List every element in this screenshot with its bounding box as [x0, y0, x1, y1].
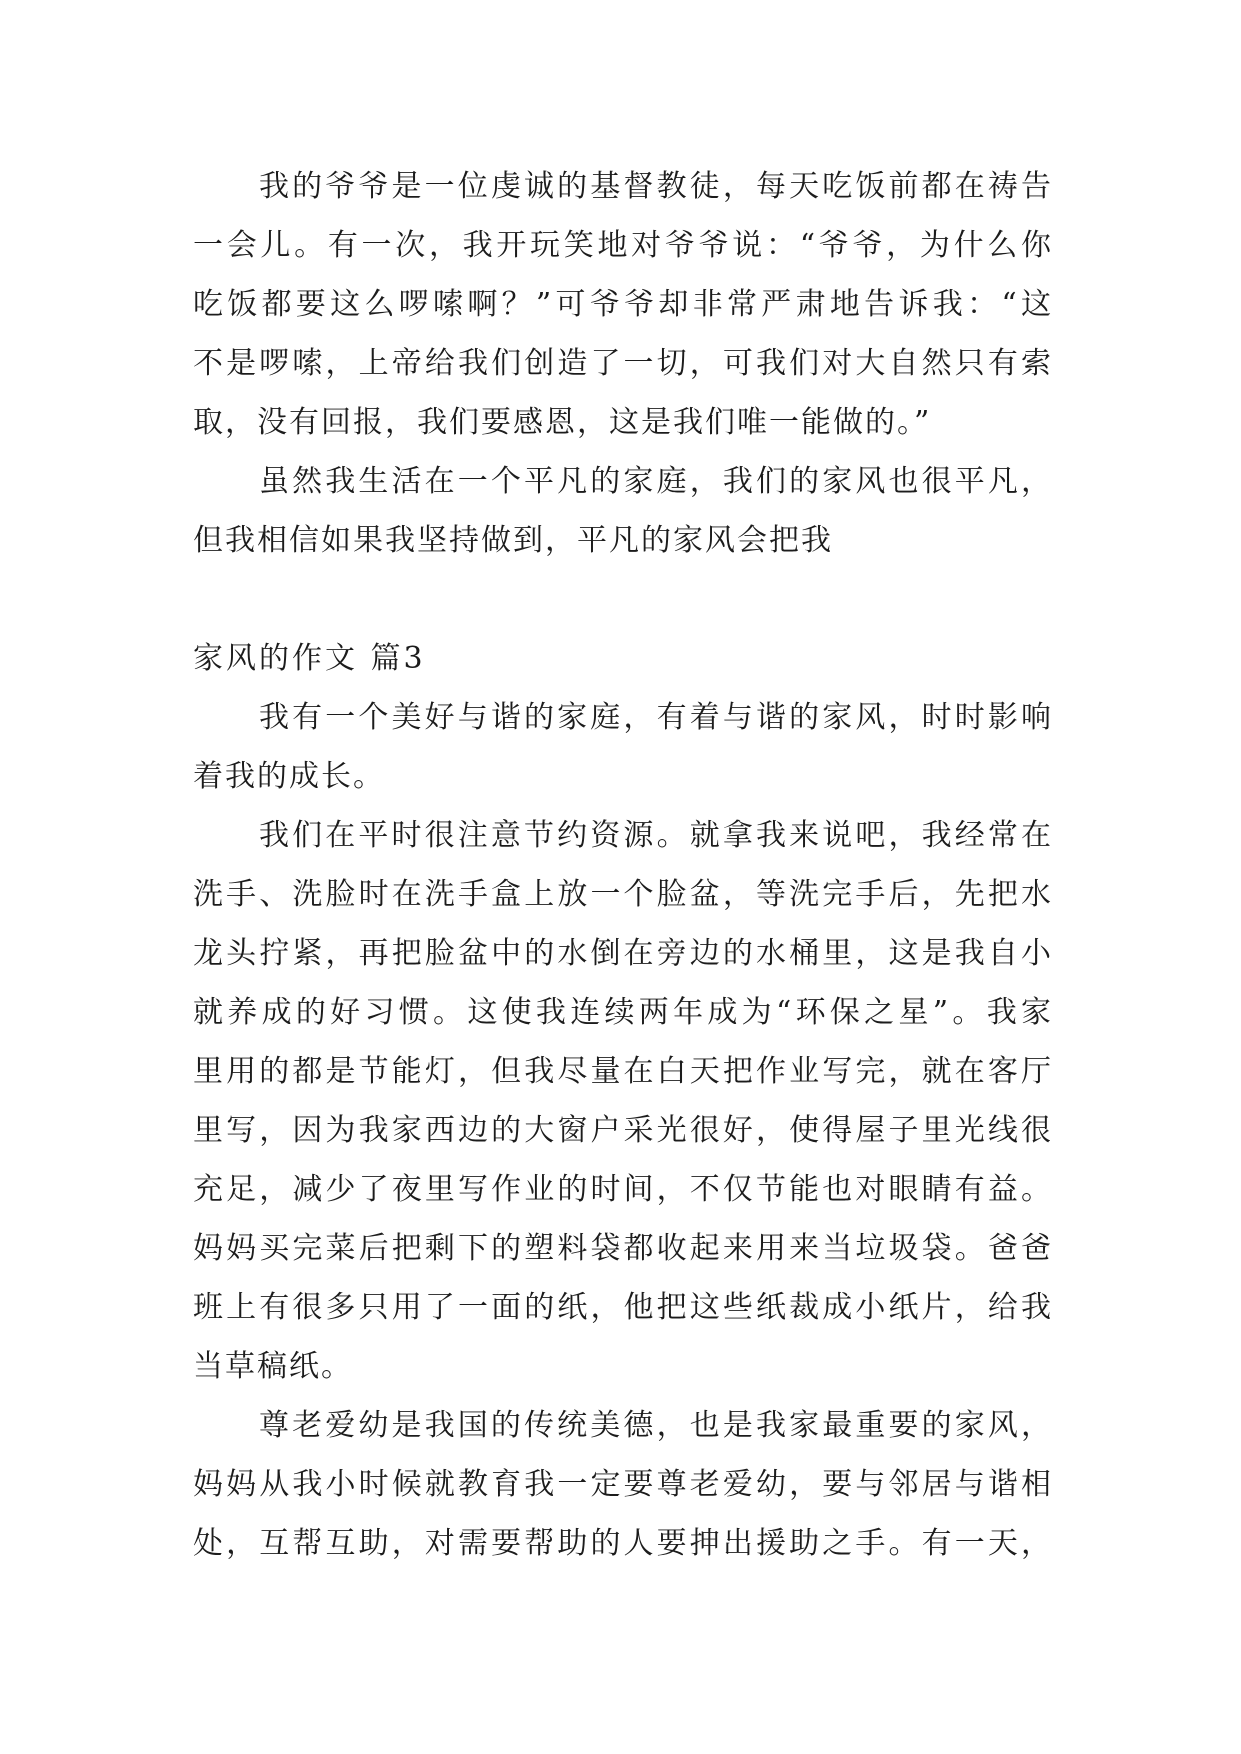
text-line: 龙头拧紧，再把脸盆中的水倒在旁边的水桶里，这是我自小	[193, 936, 1051, 971]
text-line: 里写，因为我家西边的大窗户采光很好，使得屋子里光线很	[193, 1113, 1051, 1148]
paragraph	[193, 452, 1051, 570]
text-line: 充足，减少了夜里写作业的时间，不仅节能也对眼睛有益。	[193, 1172, 1051, 1207]
text-line: 就养成的好习惯。这使我连续两年成为“环保之星”。我家	[193, 995, 1051, 1030]
section-heading: 家风的作文 篇3	[193, 641, 426, 676]
text-line: 着我的成长。	[193, 759, 385, 794]
text-line: 妈妈从我小时候就教育我一定要尊老爱幼，要与邻居与谐相	[193, 1467, 1051, 1502]
text-line: 吃饭都要这么啰嗦啊？”可爷爷却非常严肃地告诉我：“这	[193, 287, 1051, 322]
text-line: 取，没有回报，我们要感恩，这是我们唯一能做的。”	[193, 405, 932, 440]
text-line: 但我相信如果我坚持做到，平凡的家风会把我	[193, 523, 833, 558]
paragraph	[193, 806, 1051, 1396]
text-line: 处，互帮互助，对需要帮助的人要抻出援助之手。有一天，	[193, 1526, 1051, 1561]
text-line: 我有一个美好与谐的家庭，有着与谐的家风，时时影响	[259, 700, 1051, 735]
text-line: 我们在平时很注意节约资源。就拿我来说吧，我经常在	[259, 818, 1051, 853]
document-body	[193, 157, 1051, 1573]
text-line: 虽然我生活在一个平凡的家庭，我们的家风也很平凡，	[259, 464, 1051, 499]
text-line: 尊老爱幼是我国的传统美德，也是我家最重要的家风，	[259, 1408, 1051, 1443]
paragraph	[193, 1396, 1051, 1573]
text-line: 不是啰嗦，上帝给我们创造了一切，可我们对大自然只有索	[193, 346, 1051, 381]
paragraph	[193, 688, 1051, 806]
text-line: 洗手、洗脸时在洗手盒上放一个脸盆，等洗完手后，先把水	[193, 877, 1051, 912]
text-line: 一会儿。有一次，我开玩笑地对爷爷说：“爷爷，为什么你	[193, 228, 1051, 263]
text-line: 里用的都是节能灯，但我尽量在白天把作业写完，就在客厅	[193, 1054, 1051, 1089]
paragraph	[193, 157, 1051, 452]
text-line: 当草稿纸。	[193, 1349, 353, 1384]
text-line: 妈妈买完菜后把剩下的塑料袋都收起来用来当垃圾袋。爸爸	[193, 1231, 1051, 1266]
text-line: 班上有很多只用了一面的纸，他把这些纸裁成小纸片，给我	[193, 1290, 1051, 1325]
text-line: 我的爷爷是一位虔诚的基督教徒，每天吃饭前都在祷告	[259, 169, 1051, 204]
